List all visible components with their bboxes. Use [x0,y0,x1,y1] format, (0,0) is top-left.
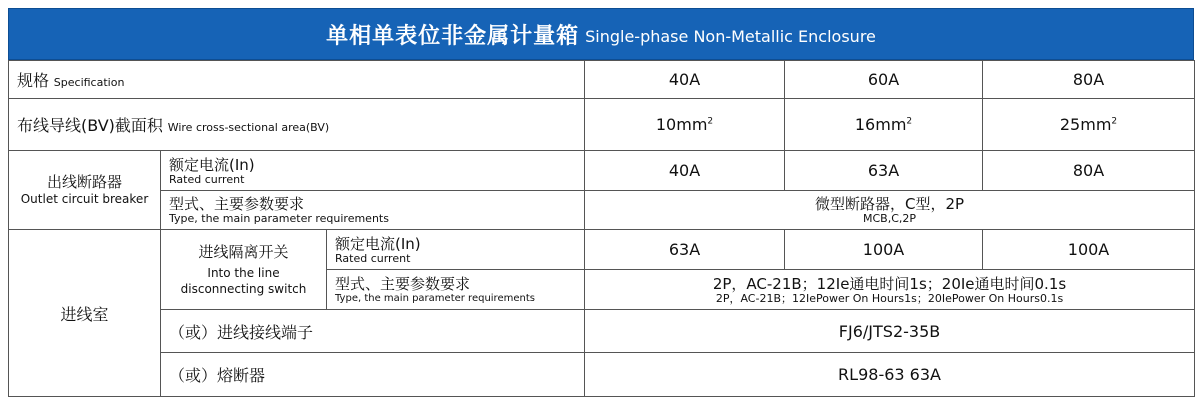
wire-value-2-text: 16mm [854,115,907,134]
wire-label [9,99,585,151]
wire-value-1-text: 10mm [655,115,708,134]
spec-label [9,61,585,99]
spec-label-en: Specification [53,76,125,89]
outlet-rated-label-en: Rated current [169,172,245,186]
outlet-type-value [585,191,1195,230]
outlet-rated-value-1: 40A [585,151,785,191]
spec-table [8,60,1195,397]
wire-value-3 [983,99,1195,151]
switch-rated-value-2: 100A [785,230,983,270]
switch-group [161,230,327,310]
outlet-group [9,151,161,230]
incoming-group [9,230,161,397]
row-outlet-type [9,191,1195,230]
terminal-label: （或）进线接线端子 [161,310,585,353]
switch-rated-label [327,230,585,270]
outlet-rated-value-3: 80A [983,151,1195,191]
switch-rated-label-zh: 额定电流(In) [335,234,421,253]
row-fuse [9,353,1195,397]
row-outlet-rated [9,151,1195,191]
switch-rated-value-3: 100A [983,230,1195,270]
spec-value-60a: 60A [785,61,983,99]
terminal-value: FJ6/JTS2-35B [585,310,1195,353]
switch-label-zh: 进线隔离开关 [198,242,289,261]
wire-sup-2: 2 [906,116,913,127]
title-en: Single-phase Non-Metallic Enclosure [585,26,876,46]
fuse-label: （或）熔断器 [161,353,585,397]
wire-label-zh: 布线导线(BV)截面积 [17,116,163,135]
switch-type-value-en: 2P，AC-21B；12IePower On Hours1s；20IePower On Hours0.1s [715,291,1064,305]
outlet-type-value-zh: 微型断路器，C型，2P [814,195,965,213]
outlet-type-label-zh: 型式、主要参数要求 [169,195,305,213]
switch-type-value-zh: 2P，AC-21B；12Ie通电时间1s；20Ie通电时间0.1s [712,274,1067,293]
incoming-group-zh: 进线室 [60,304,109,324]
spec-value-40a: 40A [585,61,785,99]
wire-value-3-text: 25mm [1059,115,1112,134]
outlet-type-label [161,191,585,230]
switch-rated-value-1: 63A [585,230,785,270]
wire-sup-3: 2 [1111,116,1118,127]
outlet-group-zh: 出线断路器 [46,173,122,191]
wire-value-2 [785,99,983,151]
outlet-rated-label-zh: 额定电流(In) [169,155,255,174]
switch-type-label-en: Type, the main parameter requirements [335,292,535,304]
switch-type-value [585,270,1195,310]
outlet-group-en: Outlet circuit breaker [20,192,149,206]
spec-value-80a: 80A [983,61,1195,99]
spec-sheet [8,8,1194,397]
row-switch-rated [9,230,1195,270]
spec-label-zh: 规格 [17,71,50,90]
row-wire [9,99,1195,151]
outlet-type-value-en: MCB,C,2P [863,212,917,225]
switch-label-en-2: disconnecting switch [180,281,307,296]
outlet-rated-label [161,151,585,191]
row-terminal [9,310,1195,353]
switch-type-label-zh: 型式、主要参数要求 [335,274,471,293]
title-zh: 单相单表位非金属计量箱 [326,23,580,49]
wire-value-1 [585,99,785,151]
outlet-type-label-en: Type, the main parameter requirements [169,212,389,225]
fuse-value: RL98-63 63A [585,353,1195,397]
switch-rated-label-en: Rated current [335,251,411,265]
wire-label-en: Wire cross-sectional area(BV) [167,121,330,134]
row-spec [9,61,1195,99]
wire-sup-1: 2 [707,116,714,127]
switch-type-label [327,270,585,310]
outlet-rated-value-2: 63A [785,151,983,191]
title-bar [8,8,1194,60]
switch-label-en-1: Into the line [207,265,280,280]
